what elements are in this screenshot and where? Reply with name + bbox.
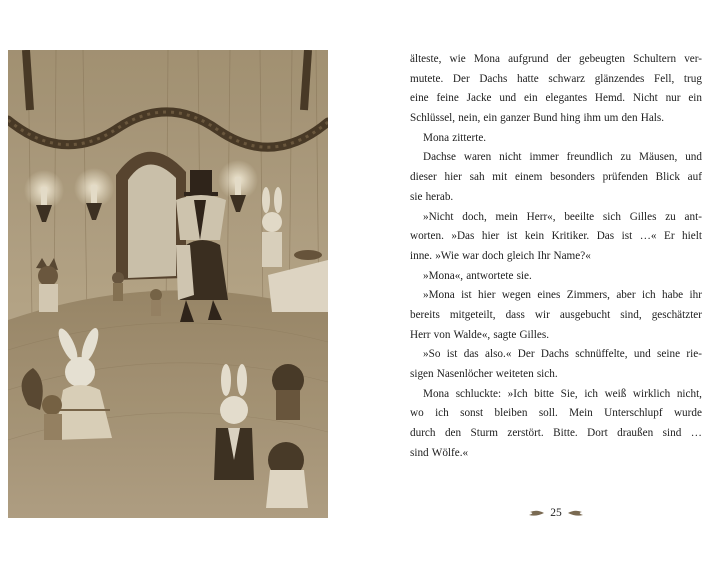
word: bereits <box>410 308 440 321</box>
word: hier <box>481 230 500 243</box>
word: seine <box>657 348 681 361</box>
word: ist <box>446 348 458 361</box>
word: schwarz <box>548 72 586 85</box>
text-line <box>410 247 702 267</box>
word: ausgebucht <box>559 308 611 321</box>
word: Gilles <box>629 210 657 223</box>
word: wir <box>534 308 550 321</box>
word: ich <box>584 387 598 400</box>
word: weiteten <box>495 368 534 380</box>
word: dieser <box>410 171 437 184</box>
text-line <box>410 385 702 405</box>
text-line <box>410 404 702 424</box>
word: Fell, <box>654 72 675 85</box>
word: sah <box>469 171 485 184</box>
word: Hemd. <box>594 92 626 105</box>
word: bleiben <box>494 407 528 420</box>
word: sind <box>662 427 682 440</box>
word: den <box>444 427 462 440</box>
word: wurde <box>673 407 702 420</box>
text-line <box>410 286 702 306</box>
word: hier <box>444 171 462 184</box>
word: Dort <box>587 427 608 440</box>
word: wie <box>449 53 466 65</box>
word: schluckte: <box>455 387 502 400</box>
word: ihm <box>583 112 601 125</box>
text-line <box>410 208 702 228</box>
word: sich <box>602 210 621 223</box>
word: Hals. <box>640 112 665 125</box>
word: zerstört. <box>507 427 544 440</box>
word: Walde«, <box>453 328 491 341</box>
word: zu <box>620 151 632 164</box>
word: Dachs <box>479 72 508 85</box>
word: Zimmers, <box>566 289 610 302</box>
word: also.« <box>485 348 512 361</box>
word: Nasenlöcher <box>436 368 493 380</box>
text-line <box>410 365 702 385</box>
word: nicht <box>499 151 522 164</box>
word: hing <box>560 112 581 125</box>
word: hielt <box>682 230 702 243</box>
word: sie. <box>516 269 532 282</box>
text-line <box>410 227 702 247</box>
word: und <box>685 151 702 164</box>
word: wo <box>410 407 424 420</box>
word: Sie, <box>560 387 578 400</box>
word: »Ich <box>507 387 528 400</box>
word: Der <box>517 348 535 361</box>
word: Das <box>596 230 615 243</box>
word: war <box>462 249 479 262</box>
word: Mona <box>423 131 450 144</box>
word: … <box>690 427 702 440</box>
word: beeilte <box>564 210 595 223</box>
word: Herr«, <box>526 210 556 223</box>
word: zitterte. <box>452 131 487 144</box>
word: ich <box>641 289 656 302</box>
word: Herr <box>410 328 431 341</box>
word: gleich <box>506 249 535 262</box>
word: Mäusen, <box>639 151 678 164</box>
word: Mein <box>569 407 593 420</box>
text-line <box>410 444 702 464</box>
word: schnüffelte, <box>575 348 628 361</box>
word: das <box>463 348 479 361</box>
word: ist <box>506 230 518 243</box>
word: »Wie <box>435 249 459 262</box>
word: Bitte. <box>553 427 578 440</box>
text-line <box>410 109 702 129</box>
word: freundlich <box>566 151 613 164</box>
word: mein <box>495 210 518 223</box>
page-number: 25 <box>550 507 562 519</box>
word: antwortete <box>466 269 514 282</box>
word: feine <box>436 92 459 105</box>
word: weiß <box>604 387 627 400</box>
word: ich <box>435 407 449 420</box>
word: nur <box>665 92 681 105</box>
word: Schlüssel, <box>410 112 456 125</box>
text-line <box>410 70 702 90</box>
word: sagte <box>493 328 517 341</box>
text-line <box>410 267 702 287</box>
word: Jacke <box>466 92 492 105</box>
word: inne. <box>410 249 433 262</box>
word: Schultern <box>633 53 677 65</box>
word: ihr <box>689 289 702 302</box>
page-footer <box>524 503 588 523</box>
word: wegen <box>501 289 532 302</box>
word: elegantes <box>545 92 588 105</box>
text-line <box>410 89 702 109</box>
word: hatte <box>516 72 539 85</box>
word: besonders <box>550 171 595 184</box>
word: trug <box>683 72 702 85</box>
word: Ihr <box>537 249 551 262</box>
leaf-ornament-right-icon <box>568 508 584 518</box>
word: Er <box>663 230 675 243</box>
word: und <box>633 348 651 361</box>
word: ganzer <box>500 112 530 125</box>
word: glänzendes <box>594 72 645 85</box>
word: älteste, <box>410 53 442 65</box>
word: und <box>499 92 517 105</box>
word: geschätzter <box>651 308 702 321</box>
word: der <box>556 53 571 65</box>
word: doch, <box>462 210 487 223</box>
word: sigen <box>410 368 434 380</box>
word: …« <box>639 230 657 243</box>
text-line <box>410 129 702 149</box>
word: immer <box>529 151 559 164</box>
word: herab. <box>425 190 454 203</box>
word: dass <box>505 308 525 321</box>
word: doch <box>482 249 504 262</box>
word: aber <box>616 289 636 302</box>
text-line <box>410 50 702 70</box>
word: eine <box>410 92 429 105</box>
text-line <box>410 345 702 365</box>
word: sie <box>410 190 423 203</box>
word: gebeugten <box>579 53 626 65</box>
word: Mona <box>423 387 450 400</box>
word: ver- <box>684 53 702 65</box>
word: ant- <box>684 210 702 223</box>
word: von <box>433 328 451 341</box>
word: nein, <box>458 112 481 125</box>
word: Gilles. <box>519 328 549 341</box>
word: sind <box>410 446 429 459</box>
text-line <box>410 306 702 326</box>
leaf-ornament-left-icon <box>528 508 544 518</box>
word: rie- <box>686 348 702 361</box>
word: hier <box>478 289 496 302</box>
word: ist <box>461 289 472 302</box>
word: Unterschlupf <box>604 407 663 420</box>
text-line <box>410 168 702 188</box>
word: sich. <box>536 368 558 380</box>
word: Wölfe.« <box>431 446 469 459</box>
word: Blick <box>655 171 680 184</box>
word: Kritiker. <box>551 230 590 243</box>
word: habe <box>662 289 684 302</box>
word: kein <box>524 230 545 243</box>
word: worten. <box>410 230 444 243</box>
word: sonst <box>460 407 484 420</box>
word: »Mona«, <box>423 269 464 282</box>
word: Dachse <box>423 151 456 164</box>
badger-illustration <box>8 50 328 518</box>
word: mutete. <box>410 72 444 85</box>
word: »Mona <box>423 289 455 302</box>
word: eines <box>537 289 561 302</box>
text-line <box>410 188 702 208</box>
word: bitte <box>534 387 555 400</box>
word: wirklich <box>632 387 671 400</box>
word: »Nicht <box>423 210 454 223</box>
text-line <box>410 326 702 346</box>
word: ein <box>523 92 538 105</box>
word: auf <box>687 171 702 184</box>
word: ein <box>483 112 498 125</box>
word: mit <box>492 171 508 184</box>
word: nicht, <box>676 387 702 400</box>
word: aufgrund <box>508 53 549 65</box>
word: ein <box>688 92 702 105</box>
word: einem <box>514 171 543 184</box>
word: »Das <box>451 230 475 243</box>
word: Dachs <box>540 348 569 361</box>
word: draußen <box>617 427 654 440</box>
word: waren <box>463 151 492 164</box>
story-text <box>410 50 702 463</box>
word: prüfenden <box>602 171 648 184</box>
word: Mona <box>473 53 500 65</box>
word: »So <box>423 348 441 361</box>
word: ist <box>621 230 633 243</box>
word: Name?« <box>553 249 591 262</box>
word: mitgeteilt, <box>449 308 496 321</box>
word: sind, <box>620 308 642 321</box>
word: durch <box>410 427 436 440</box>
word: Der <box>452 72 470 85</box>
word: soll. <box>538 407 558 420</box>
text-line <box>410 148 702 168</box>
word: den <box>621 112 638 125</box>
word: um <box>604 112 619 125</box>
word: Sturm <box>470 427 498 440</box>
word: zu <box>665 210 676 223</box>
text-line <box>410 424 702 444</box>
word: Nicht <box>632 92 658 105</box>
word: Bund <box>533 112 558 125</box>
